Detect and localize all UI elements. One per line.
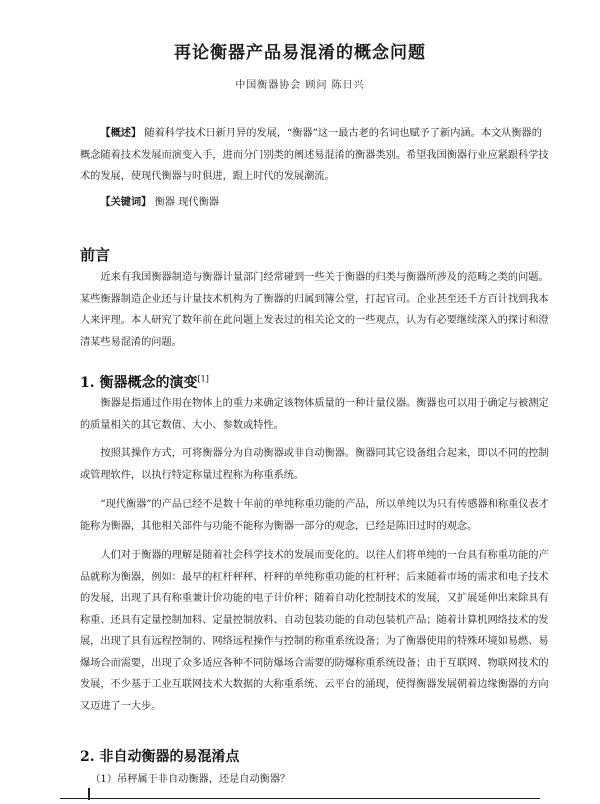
section-2-subheading: （1）吊秤属于非自动衡器，还是自动衡器？	[90, 774, 291, 785]
section-heading-2: 2. 非自动衡器的易混淆点	[80, 749, 240, 765]
section-heading-1	[80, 372, 209, 392]
keywords-label: 【关键词】	[100, 196, 152, 208]
abstract-text: 随着科学技术日新月异的发展，“衡器”这一最古老的名词也赋予了新内涵。本文从衡器的概念随着技术发展而演变入手，进而分门别类的阐述易混淆的衡器类别。希望我国衡器行业应紧跟科学技术的发展，使现代衡器与时俱进，跟上时代的发展潮流。	[80, 128, 549, 182]
keywords	[80, 192, 550, 213]
section-heading-preface: 前言	[80, 246, 111, 264]
abstract-label: 【概述】	[100, 127, 142, 139]
paper-title: 再论衡器产品易混淆的概念问题	[174, 43, 426, 63]
section-1-heading-text: 1. 衡器概念的演变	[80, 375, 198, 391]
section-1-reference: [1]	[197, 374, 209, 384]
section-1-paragraph-3: “现代衡器”的产品已经不是数十年前的单纯称重功能的产品，所以单纯以为只有传感器和称重仪表才能称为衡器，其他相关部件与功能不能称为衡器一部分的观念，已经是陈旧过时的观念。	[80, 499, 549, 532]
keywords-text: 衡器 现代衡器	[154, 197, 219, 208]
section-1-paragraph-4: 人们对于衡器的理解是随着社会科学技术的发展而变化的。以往人们将单纯的一台具有称重功能的产品就称为衡器，例如：最早的杠杆秤秤、杆秤的单纯称重功能的杠杆秤；后来随着市场的需求和电子技术的发展，出现了具有称重兼计价功能的电子计价秤；随着自动化控制技术的发展，又扩展延伸出来除具有称重、还具有定量控制加料、定量控制放料、自动包装功能的自动包装机产品；随着计算机网络技术的发展，出现了具有远程控制的、网络远程操作与控制的称重系统设备；为了衡器使用的特殊环境如易燃、易爆场合而需要，出现了众多适应各种不同防爆场合需要的防爆称重系统设备；由于互联网、物联网技术的发展，不少基于工业互联网技术大数据的大称重系统、云平台的涌现，使得衡器发展朝着边缘衡器的方向又迈进了一大步。	[80, 550, 549, 712]
footer-rule	[60, 798, 540, 799]
abstract	[80, 123, 550, 188]
preface-paragraph: 近来有我国衡器制造与衡器计量部门经常碰到一些关于衡器的归类与衡器所涉及的范畴之类的问题。某些衡器制造企业还与计量技术机构为了衡器的归属到簿公堂，打起官司。企业甚至还千方百计找到我本人来评理。本人研究了数年前在此问题上发表过的相关论文的一些观点，认为有必要继续深入的探讨和澄清某些易混淆的问题。	[80, 272, 549, 348]
section-1-paragraph-1: 衡器是指通过作用在物体上的重力来确定该物体质量的一种计量仪器。衡器也可以用于确定与被测定的质量相关的其它数值、大小、参数或特性。	[80, 398, 549, 431]
section-1-paragraph-2: 按照其操作方式，可将衡器分为自动衡器或非自动衡器。衡器同其它设备组合起来，即以不同的控制或管理软件，以执行特定称量过程称为称重系统。	[80, 448, 549, 481]
author-line: 中国衡器协会 顾问 陈日兴	[235, 80, 365, 91]
